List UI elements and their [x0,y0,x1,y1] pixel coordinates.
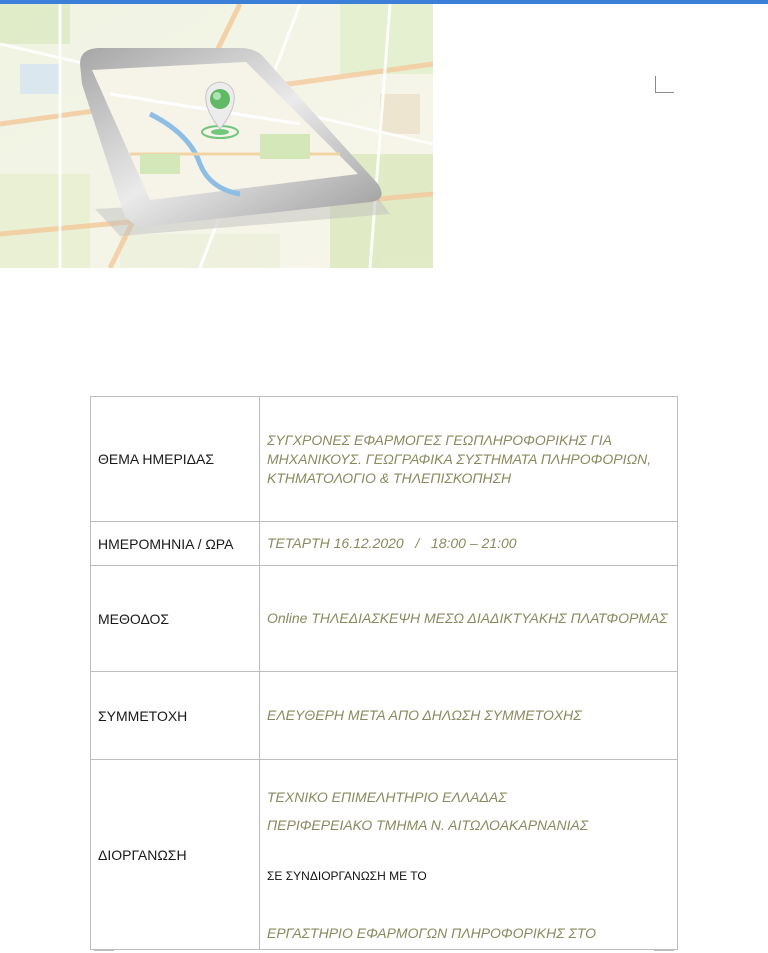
org-line-4: ΕΡΓΑΣΤΗΡΙΟ ΕΦΑΡΜΟΓΩΝ ΠΛΗΡΟΦΟΡΙΚΗΣ ΣΤΟ [267,925,597,941]
table-row [91,397,678,522]
footer-rule-right [654,950,674,951]
row-label-method: ΜΕΘΟΔΟΣ [91,566,260,672]
row-label-date: ΗΜΕΡΟΜΗΝΙΑ / ΩΡΑ [91,522,260,566]
org-line-3: ΣΕ ΣΥΝΔΙΟΡΓΑΝΩΣΗ ΜΕ ΤΟ [267,869,427,883]
row-value-participation: ΕΛΕΥΘΕΡΗ ΜΕΤΑ ΑΠΟ ΔΗΛΩΣΗ ΣΥΜΜΕΤΟΧΗΣ [260,672,678,760]
row-label-organization: ΔΙΟΡΓΑΝΩΣΗ [91,760,260,950]
org-line-1: ΤΕΧΝΙΚΟ ΕΠΙΜΕΛΗΤΗΡΙΟ ΕΛΛΑΔΑΣ [267,789,507,805]
table-row [91,566,678,672]
page-corner-mark [655,76,674,93]
row-value-date: ΤΕΤΑΡΤΗ 16.12.2020 / 18:00 – 21:00 [260,522,678,566]
org-line-2: ΠΕΡΙΦΕΡΕΙΑΚΟ ΤΜΗΜΑ Ν. ΑΙΤΩΛΟΑΚΑΡΝΑΝΙΑΣ [267,817,589,833]
row-label-participation: ΣΥΜΜΕΤΟΧΗ [91,672,260,760]
row-value-topic: ΣΥΓΧΡΟΝΕΣ ΕΦΑΡΜΟΓΕΣ ΓΕΩΠΛΗΡΟΦΟΡΙΚΗΣ ΓΙΑ ΜΗΧΑΝΙΚΟΥΣ. ΓΕΩΓΡΑΦΙΚΑ ΣΥΣΤΗΜΑΤΑ ΠΛΗΡΟΦΟΡΙΩΝ, ΚΤΗΜΑΤΟΛΟΓΙΟ & ΤΗΛΕΠΙΣΚΟΠΗΣΗ [260,397,678,522]
row-value-organization [260,760,678,950]
table-row [91,760,678,950]
row-value-method: Online ΤΗΛΕΔΙΑΣΚΕΨΗ ΜΕΣΩ ΔΙΑΔΙΚΤΥΑΚΗΣ ΠΛΑΤΦΟΡΜΑΣ [260,566,678,672]
hero-phone-map-image [0,4,433,268]
row-label-topic: ΘΕΜΑ ΗΜΕΡΙΔΑΣ [91,397,260,522]
footer-rule-left [94,950,114,951]
table-row [91,522,678,566]
table-row [91,672,678,760]
event-info-table [90,396,678,950]
